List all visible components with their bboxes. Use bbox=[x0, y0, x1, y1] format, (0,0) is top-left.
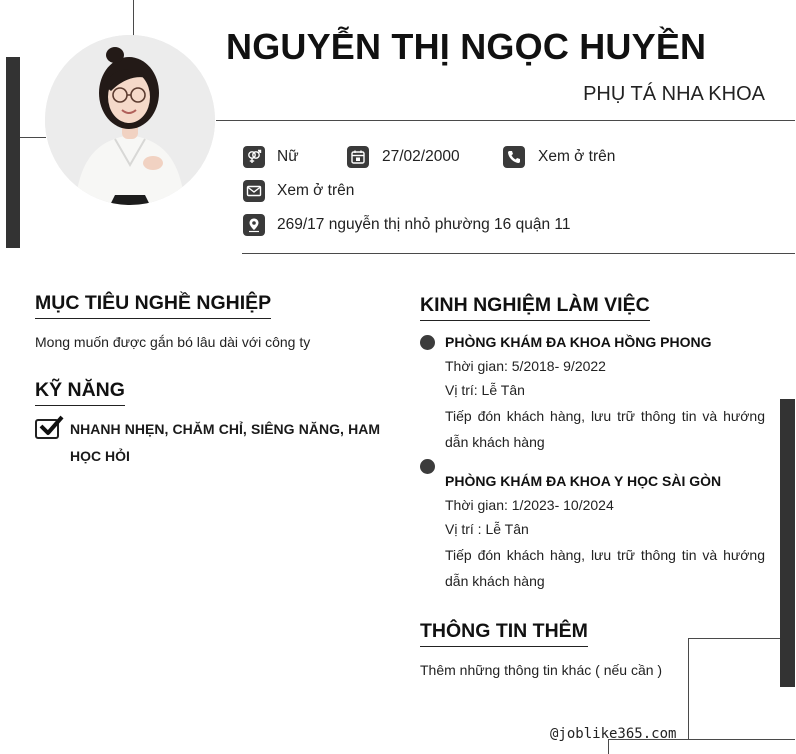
job-title: PHỤ TÁ NHA KHOA bbox=[583, 83, 765, 105]
experience-position: Vị trí : Lễ Tân bbox=[445, 521, 529, 537]
decorative-bar-left bbox=[6, 57, 20, 248]
gender-icon bbox=[243, 146, 265, 168]
skill-item: NHANH NHẸN, CHĂM CHỈ, SIÊNG NĂNG, HAM HỌC HỎI bbox=[70, 421, 380, 464]
avatar bbox=[45, 35, 215, 205]
gender-value: Nữ bbox=[277, 148, 299, 165]
additional-heading: THÔNG TIN THÊM bbox=[420, 620, 588, 647]
email-value: Xem ở trên bbox=[277, 182, 355, 199]
address-value: 269/17 nguyễn thị nhỏ phường 16 quận 11 bbox=[277, 216, 571, 233]
calendar-icon bbox=[347, 146, 369, 168]
experience-time: Thời gian: 1/2023- 10/2024 bbox=[445, 497, 614, 513]
objective-heading: MỤC TIÊU NGHỀ NGHIỆP bbox=[35, 292, 271, 319]
decorative-line bbox=[688, 638, 780, 639]
mail-icon bbox=[243, 180, 265, 202]
timeline-dot bbox=[420, 335, 435, 350]
experience-description: Tiếp đón khách hàng, lưu trữ thông tin và hướng dẫn khách hàng bbox=[445, 547, 765, 589]
experience-heading: KINH NGHIỆM LÀM VIỆC bbox=[420, 294, 650, 321]
experience-company: PHÒNG KHÁM ĐA KHOA Y HỌC SÀI GÒN bbox=[445, 473, 722, 489]
decorative-line bbox=[688, 638, 689, 739]
decorative-bar-right bbox=[780, 399, 795, 687]
experience-position: Vị trí: Lễ Tân bbox=[445, 382, 525, 398]
map-pin-icon bbox=[243, 214, 265, 236]
phone-value: Xem ở trên bbox=[538, 148, 616, 165]
decorative-line bbox=[133, 0, 134, 36]
experience-description: Tiếp đón khách hàng, lưu trữ thông tin và hướng dẫn khách hàng bbox=[445, 408, 765, 450]
additional-text: Thêm những thông tin khác ( nếu cần ) bbox=[420, 662, 663, 678]
birthdate-value: 27/02/2000 bbox=[382, 148, 460, 165]
profile-photo bbox=[45, 35, 215, 205]
timeline-dot bbox=[420, 459, 435, 474]
info-divider bbox=[242, 253, 795, 254]
candidate-name: NGUYỄN THỊ NGỌC HUYỀN bbox=[226, 26, 707, 67]
experience-company: PHÒNG KHÁM ĐA KHOA HỒNG PHONG bbox=[445, 334, 712, 350]
phone-icon bbox=[503, 146, 525, 168]
experience-time: Thời gian: 5/2018- 9/2022 bbox=[445, 358, 606, 374]
objective-text: Mong muốn được gắn bó lâu dài với công ty bbox=[35, 334, 311, 350]
skills-heading: KỸ NĂNG bbox=[35, 379, 125, 406]
decorative-line bbox=[20, 137, 46, 138]
header-divider bbox=[216, 120, 795, 121]
check-mark-icon bbox=[38, 414, 64, 438]
watermark-text: @joblike365.com bbox=[550, 726, 677, 742]
